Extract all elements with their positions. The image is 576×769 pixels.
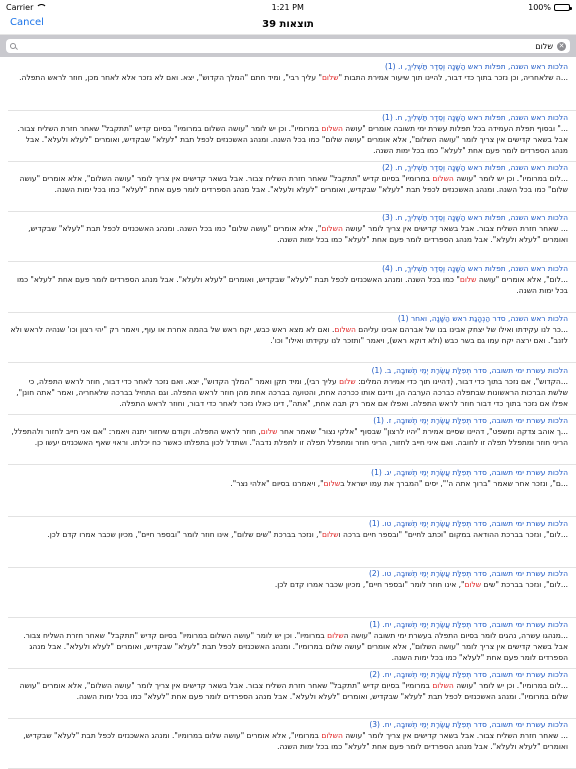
result-highlight: השלום [321,731,343,740]
result-snippet [8,324,568,346]
result-text: , חוזר לראש התפלה. וקודם שיחזור יתנה ויאמר: "אם אני חייב לחזור ולהתפלל, הריני חוזר ומתפלל תפלה זו לחובה. ואם איני חייב לחזור, הריני חוזר ומתפלל תפלה זו לתפלת נדבה". ושתדל לכון בתפלתו כאשר כח יכלתו. וראוי שאף האשכנזים יעשו כן. [11,427,568,447]
time-label: 1:21 PM [271,2,304,12]
carrier-group [6,3,47,12]
search-input[interactable] [6,39,570,53]
row-divider [8,161,576,162]
result-title: הלכות עשרת ימי תשובה, סדר תְּפִלַּת עֲשֶׂרֶת יְמֵי תְשׁוּבָה, טו. (2) [368,569,568,578]
carrier-label: Carrier [6,2,34,12]
result-text: ", אינו חוזר לומר "ובספר חיים", מכיון שכבר אמרו קדם לכן. [274,580,465,589]
result-highlight: השלום [321,124,343,133]
result-text: ...ה שלאחריה, וכן נזכר בתוך כדי דבור, להיינו תוך שיעור אמירת התבות " [338,73,568,82]
row-divider [8,668,576,669]
status-bar [0,0,576,14]
result-text: במרומיו", אלא אומרים "עושה שלום במרומיו". ומנהג האשכנזים לכפל תבת "לעלא" שבקדיש, ואומרים "לעלא ולעלא". אבל מנהג הספרדים לומר פעם אחת "לעלא" כמו בכל ימות השנה. [23,731,568,751]
result-text: ...הקדוש", אם נזכר בתוך כדי דבור, (דהיינו תוך כדי אמירת המלים: [355,377,568,386]
result-snippet [8,630,568,663]
result-row[interactable] [0,468,576,517]
result-title: הלכות עשרת ימי תשובה, סדר תְּפִלַּת עֲשֶׂרֶת יְמֵי תְשׁוּבָה, יח. (3) [369,720,568,729]
result-text: במרומיו" בסיום קדיש "תתקבל" שאחר חזרת השליח צבור. אבל בשאר קדישים אין צריך לומר "עושה השלום", אלא אומרים "עושה שלום" כמו בכל השנה. ומנהג האשכנזים לכפל תבת "לעלא" שבקדיש, ואומרים "לעלא ולעלא". אבל מנהג הספרדים לומר פעם אחת "לעלא" כמו בכל ימות השנה. [19,174,568,194]
result-row[interactable] [0,670,576,719]
result-title: הלכות עשרת ימי תשובה, סדר תְּפִלַּת עֲשֶׂרֶת יְמֵי תְשׁוּבָה, טו. (1) [368,519,568,528]
result-snippet [8,173,568,195]
result-row[interactable] [0,113,576,162]
cancel-button[interactable]: Cancel [10,17,44,28]
navigation-bar [0,14,576,35]
search-icon [10,43,17,50]
wifi-icon [36,4,47,11]
row-divider [8,261,576,262]
result-text: ...מנהגו עשרה, נהגים לומר בסיום התפלה בעשרת ימי תשובה "עושה ה [343,631,568,640]
result-title: הלכות עשרת ימי תשובה, סדר תְּפִלַּת עֲשֶׂרֶת יְמֵי תְשׁוּבָה, ב. (1) [371,366,568,375]
result-highlight: השלום [432,174,454,183]
page-title: 39 תוצאות [262,18,314,30]
row-divider [8,718,576,719]
result-row[interactable] [0,213,576,262]
result-row[interactable] [0,163,576,212]
result-text: . ואם לא מצא ראש כבש, יקח ראש של בהמה אחרת או עוף, ויאמר רק "יהי רצון וכו' שנהיה לראש ולא לזנב". ואם ירצה יקח עמו גם בשר כבש (ולא דוקא ראש), ויאמר "ותזכר לנו עקידתו ואילו" וכו'. [10,325,568,345]
result-highlight: שלום [321,73,339,82]
result-title: הלכות עשרת ימי תשובה, סדר תְּפִלַּת עֲשֶׂרֶת יְמֵי תְשׁוּבָה, יח. (1) [369,620,568,629]
row-divider [8,414,576,415]
battery-label: 100% [528,2,551,12]
row-divider [8,312,576,313]
result-title: הלכות ראש השנה, סדר הַנְהָגַת ראש הַשָּׁנָה, ואחר (1) [397,314,568,323]
result-row[interactable] [0,62,576,111]
results-list[interactable] [0,58,576,768]
result-row[interactable] [0,416,576,465]
clear-search-icon[interactable]: ✕ [558,41,565,50]
result-title: הלכות עשרת ימי תשובה, סדר תְּפִלַּת עֲשֶׂרֶת יְמֵי תְשׁוּבָה, יג. (1) [371,468,568,477]
result-highlight: שלום [323,479,341,488]
result-title: הלכות ראש השנה, תפלות ראש הַשָּׁנָה וְסֵדֶר תַּשְׁלִיךְ, ח. (2) [382,163,568,172]
result-snippet [8,426,568,448]
result-highlight: שלום [459,275,477,284]
result-title: הלכות עשרת ימי תשובה, סדר תְּפִלַּת עֲשֶׂרֶת יְמֵי תְשׁוּבָה, ז. (1) [373,416,568,425]
result-text: במרומיו" בסיום קדיש "תתקבל" שאחר חזרת השליח צבור. אבל בשאר קדישים אין צריך לומר "עושה השלום", אלא אומרים "עושה שלום במרומיו". ומנהג האשכנזים לכפל תבת "לעלא" שבקדיש, ואומרים "לעלא ולעלא". אבל מנהג הספרדים לומר פעם אחת "לעלא" כמו בכל ימות השנה. [19,681,568,701]
result-highlight: השלום [334,325,356,334]
result-snippet [8,274,568,296]
result-highlight: שלום [260,427,278,436]
result-text: ..." ובסוף תפלת העמידה בכל תפלות עשרת ימי תשובה אומרים "עושה [342,124,568,133]
result-snippet [8,72,568,83]
row-divider [8,211,576,212]
result-text: ...כר לנו עקידתו ואילו של יצחק אבינו בנו של אברהם אבינו עליהם [355,325,568,334]
result-snippet [8,478,568,489]
result-title: הלכות ראש השנה, תפלות ראש הַשָּׁנָה וְסֵדֶר תַּשְׁלִיךְ, ח. (3) [382,213,568,222]
row-divider [8,110,576,111]
result-highlight: שלום [339,377,356,386]
result-title: הלכות ראש השנה, תפלות ראש הַשָּׁנָה וְסֵדֶר תַּשְׁלִיךְ, ח. (4) [382,264,568,273]
result-text: ...לום במרומיו". וכן יש לומר "עושה [453,174,568,183]
result-text: במרומיו". וכן יש לומר "עושה השלום במרומיו" בסיום קדיש "תתקבל" שאחר חזרת השליח צבור. אבל בשאר קדישים אין צריך לומר "עושה השלום", אלא אומרים "עושה שלום" כמו בכל השנה. ומנהג האשכנזים לכפל תבת "לעלא" שבקדיש, ואומרים "לעלא ולעלא". אבל מנהג הספרדים לומר פעם אחת "לעלא" כמו בכל ימות השנה. [17,124,568,155]
search-bar [0,35,576,57]
result-text: עליך רבי), ומיד תקן ואמר "המלך הקדוש", יצא. ואם נזכר לאחר כדי דבור, חוזר לראש התפלה, כי שלשת הברכות הראשונות שבתפלה כברכה הערבה הן, ודינם אותו ככרכה אחת, והטועה בברכה אחת מהן חוזר לראש התפלה. וגם התחיל בברכה שלאחריה, ואמר "אתה חונן", אפלו אם נזכר בתוך כדי דבור חוזר לראש התפלה. ואפלו אם אמר רק תבה אחת, "אתה", דינו כאלו נזכר לאחר כדי דבור, וחוזר לראש התפלה. [16,377,568,408]
result-text: " עליך רבי", ומיד חתם "המלך הקדוש", יצא. ואם לא נזכר אלא לאחר מכן, חוזר לראש התפלה. [19,73,322,82]
result-title: הלכות ראש השנה, תפלות ראש הַשָּׁנָה וְסֵדֶר תַּשְׁלִיךְ, ו. (1) [384,62,568,71]
search-query: שלום [535,41,553,51]
result-title: הלכות עשרת ימי תשובה, סדר תְּפִלַּת עֲשֶׂרֶת יְמֵי תְשׁוּבָה, יח. (2) [369,670,568,679]
result-row[interactable] [0,366,576,415]
row-divider [8,516,576,517]
result-snippet [8,579,568,590]
result-text: ...לום", ונזכר בברכת ההודאה במקום "וכתב לחיים" "ובספר חיים ברכה ו [338,530,568,539]
row-divider [8,464,576,465]
result-text: ", ויאמרנו בסיום "אלהי נצר". [230,479,324,488]
result-text: ...לום", אלא אומרים "עושה [476,275,568,284]
result-highlight: השלום [432,681,454,690]
result-snippet [8,730,568,752]
result-text: ... שאחר חזרת השליח צבור. אבל בשאר קדישים אין צריך לומר "עושה [342,224,568,233]
row-divider [8,362,576,363]
result-highlight: שלום [464,580,482,589]
result-snippet [8,529,568,540]
result-text: ...ך אוהב צדקה ומשפט", דהיינו שסיים אמירת "יהיו לרצון" שבסוף "אלקי נצור" שאמר אחר [277,427,568,436]
result-row[interactable] [0,314,576,363]
result-highlight: שלום [322,530,339,539]
result-text: ...לום במרומיו". וכן יש לומר "עושה [453,681,568,690]
result-text: ...ם", ונזכר אחר שאמר "ברוך אתה ה'", יסים "המברך את עמו ישראל ב [340,479,568,488]
result-row[interactable] [0,264,576,313]
result-snippet [8,680,568,702]
result-text: ...לום", ונזכר בברכת "שים [481,580,568,589]
result-highlight: שלום [327,631,344,640]
battery-icon [554,4,570,11]
result-text: " כמו בכל השנה. ומנהג האשכנזים לכפל תבת "לעלא" שבקדיש, ואומרים "לעלא ולעלא". אבל מנהג הספרדים לומר פעם אחת "לעלא" כמו בכל ימות השנה. [16,275,568,295]
result-row[interactable] [0,620,576,669]
result-snippet [8,376,568,409]
result-text: ", אלא אומרים "עושה שלום" כמו בכל השנה. ומנהג האשכנזים לכפל תבת "לעלא" שבקדיש, ואומרים "לעלא ולעלא". אבל מנהג הספרדים לומר פעם אחת "לעלא" כמו בכל ימות השנה. [28,224,568,244]
battery-group [528,3,570,12]
result-row[interactable] [0,720,576,769]
result-text: ... שאחר חזרת השליח צבור. אבל בשאר קדישים אין צריך לומר "עושה [342,731,568,740]
result-row[interactable] [0,519,576,568]
result-row[interactable] [0,569,576,618]
result-text: ", ונזכר בברכת "שים שלום", אינו חוזר לומר "ובספר חיים", מכיון שכבר אמרו קדם לכן. [47,530,323,539]
row-divider [8,617,576,618]
result-highlight: השלום [321,224,343,233]
result-snippet [8,223,568,245]
result-snippet [8,123,568,156]
row-divider [8,567,576,568]
result-text: במרומיו". וכן יש לומר "עושה השלום במרומיו" בסיום קדיש "תתקבל" שאחר חזרת השליח צבור. אבל בשאר קדישים אין צריך לומר "עושה השלום", אלא אומרים "עושה שלום במרומיו". ומנהג האשכנזים לכפל תבת "לעלא" שבקדיש, ואומרים "לעלא ולעלא". אבל מנהג הספרדים לומר פעם אחת "לעלא" כמו בכל ימות השנה. [23,631,568,662]
result-title: הלכות ראש השנה, תפלות ראש הַשָּׁנָה וְסֵדֶר תַּשְׁלִיךְ, ח. (1) [382,113,568,122]
